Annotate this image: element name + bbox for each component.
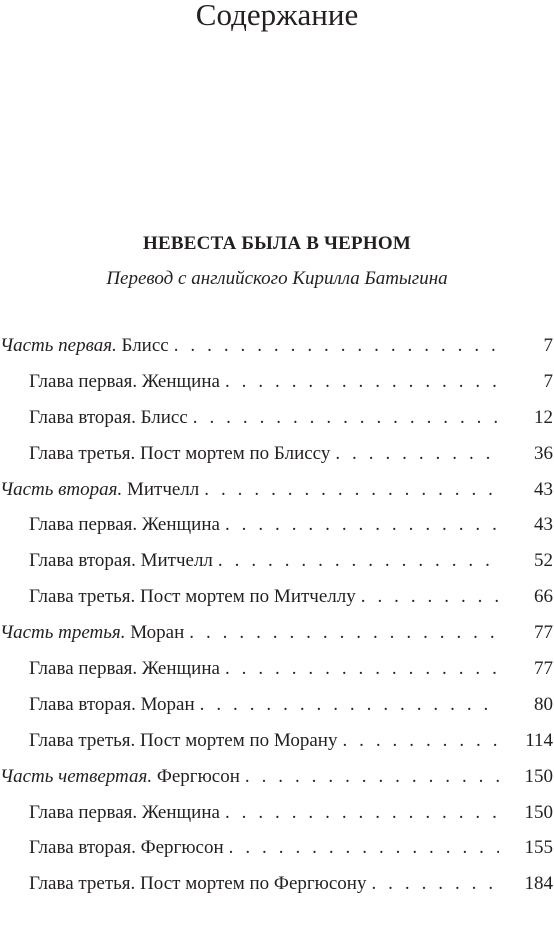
toc-entry-text: [29, 543, 213, 579]
toc-chapter-entry[interactable]: [0, 364, 554, 400]
dot-leader: [225, 651, 499, 687]
dot-leader: [218, 543, 499, 579]
toc-entry-title: Глава вторая. Фергюсон: [29, 837, 224, 859]
toc-part-entry[interactable]: [0, 472, 554, 508]
toc-page-number: 114: [525, 729, 553, 751]
toc-entry-title: Глава вторая. Моран: [29, 693, 195, 715]
toc-entry-title: Глава третья. Пост мортем по Фергюсону: [29, 873, 367, 895]
toc-chapter-entry[interactable]: [0, 507, 554, 543]
dot-leader: [229, 830, 499, 866]
toc-entry-title: Глава первая. Женщина: [29, 514, 220, 536]
toc-page-number: 150: [524, 765, 553, 787]
toc-page-number: 43: [534, 478, 553, 500]
toc-entry-title: Митчелл: [126, 478, 200, 500]
page-title: Содержание: [195, 0, 359, 32]
toc-page-number: 66: [534, 586, 553, 608]
toc-chapter-entry[interactable]: [0, 687, 554, 723]
toc-part-label: Часть вторая.: [0, 478, 123, 500]
toc-entry-title: Моран: [130, 622, 185, 644]
dot-leader: [193, 400, 499, 436]
toc-entry-text: [29, 436, 330, 472]
toc-page-number: 150: [524, 801, 553, 823]
toc-entry-text: [29, 866, 366, 902]
toc-entry-title: Глава первая. Женщина: [29, 801, 220, 823]
toc-entry-title: Глава третья. Пост мортем по Митчеллу: [29, 586, 356, 608]
toc-entry-title: Глава первая. Женщина: [29, 658, 220, 680]
toc-entry-text: [0, 328, 169, 364]
dot-leader: [225, 795, 499, 831]
toc-entry-text: [29, 830, 224, 866]
toc-part-label: Часть третья.: [0, 622, 126, 644]
translator-credit: Перевод с английского Кирилла Батыгина: [106, 268, 448, 289]
toc-page-number: 80: [534, 693, 553, 715]
toc-entry-text: [29, 651, 220, 687]
dot-leader: [189, 615, 499, 651]
toc-entry-title: Глава третья. Пост мортем по Блиссу: [29, 442, 331, 464]
dot-leader: [225, 507, 499, 543]
dot-leader: [371, 866, 499, 902]
toc-entry-text: [0, 472, 199, 508]
toc-page-number: 43: [534, 514, 553, 536]
toc-entry-title: Глава вторая. Митчелл: [29, 550, 213, 572]
toc-page-number: 12: [534, 406, 553, 428]
toc-page-number: 36: [534, 442, 553, 464]
dot-leader: [245, 759, 499, 795]
toc-chapter-entry[interactable]: [0, 543, 554, 579]
toc-entry-text: [29, 400, 188, 436]
table-of-contents: [0, 328, 554, 902]
dot-leader: [342, 723, 499, 759]
toc-page-number: 7: [543, 370, 553, 392]
toc-chapter-entry[interactable]: [0, 723, 554, 759]
toc-entry-text: [29, 795, 220, 831]
toc-entry-text: [29, 364, 220, 400]
toc-chapter-entry[interactable]: [0, 866, 554, 902]
toc-chapter-entry[interactable]: [0, 436, 554, 472]
toc-entry-text: [29, 579, 356, 615]
toc-entry-text: [29, 687, 195, 723]
toc-entry-title: Глава третья. Пост мортем по Морану: [29, 729, 338, 751]
toc-chapter-entry[interactable]: [0, 795, 554, 831]
toc-entry-text: [29, 507, 220, 543]
toc-page-number: 52: [534, 550, 553, 572]
dot-leader: [335, 436, 499, 472]
toc-chapter-entry[interactable]: [0, 651, 554, 687]
toc-page-number: 155: [524, 837, 553, 859]
book-title: НЕВЕСТА БЫЛА В ЧЕРНОМ: [143, 233, 411, 254]
dot-leader: [361, 579, 499, 615]
toc-part-label: Часть первая.: [0, 335, 117, 356]
dot-leader: [204, 472, 499, 508]
dot-leader: [225, 364, 499, 400]
toc-page-number: 7: [543, 335, 553, 356]
toc-part-entry[interactable]: [0, 328, 554, 364]
toc-entry-title: Блисс: [121, 335, 169, 356]
toc-chapter-entry[interactable]: [0, 830, 554, 866]
toc-part-entry[interactable]: [0, 759, 554, 795]
toc-entry-title: Фергюсон: [156, 765, 240, 787]
toc-page-number: 77: [534, 658, 553, 680]
toc-part-entry[interactable]: [0, 615, 554, 651]
toc-entry-title: Глава вторая. Блисс: [29, 406, 188, 428]
toc-page-number: 77: [534, 622, 553, 644]
dot-leader: [200, 687, 499, 723]
toc-part-label: Часть четвертая.: [0, 765, 153, 787]
toc-entry-title: Глава первая. Женщина: [29, 370, 220, 392]
toc-page-number: 184: [524, 873, 553, 895]
toc-chapter-entry[interactable]: [0, 579, 554, 615]
toc-entry-text: [0, 615, 184, 651]
toc-entry-text: [0, 759, 240, 795]
toc-entry-text: [29, 723, 337, 759]
dot-leader: [174, 328, 499, 364]
toc-chapter-entry[interactable]: [0, 400, 554, 436]
